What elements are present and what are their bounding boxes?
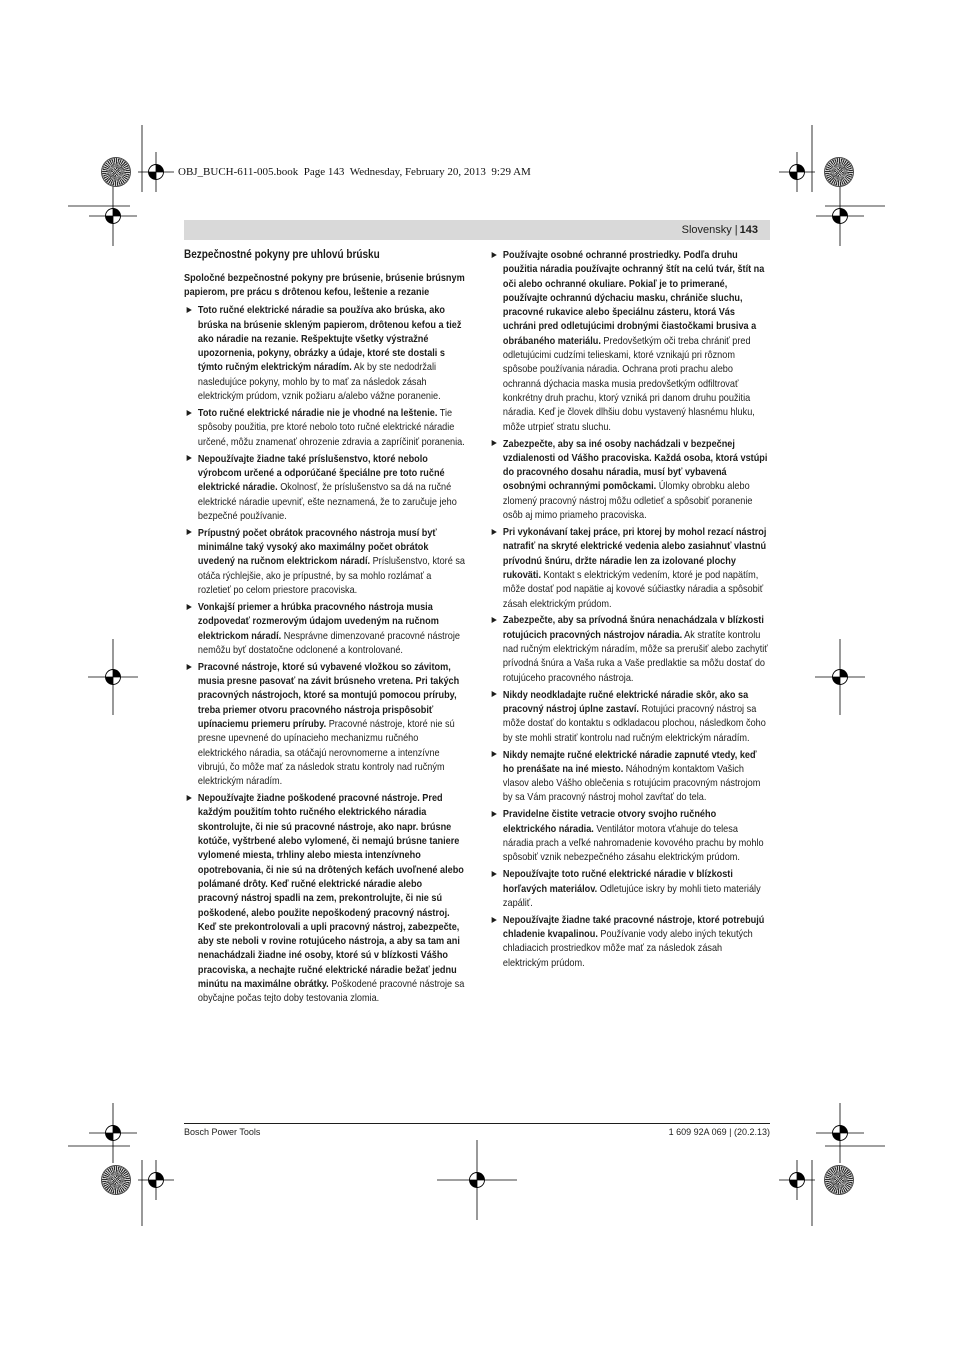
registration-mark-icon <box>88 639 138 715</box>
instruction-detail: Ventilátor motora vťahuje do telesa náradia prach a veľké nahromadenie kovového prachu by mohlo spôsobiť vznik nebezpečného zásahu elektrickým prúdom. <box>502 822 764 864</box>
page-header <box>184 220 770 240</box>
instruction-emphasis: Toto ručné elektrické náradie nie je vhodné na leštenie. <box>197 407 438 420</box>
instruction-text <box>503 807 770 864</box>
safety-instruction <box>184 526 465 597</box>
footer-document-id: 1 609 92A 069 | (20.2.13) <box>668 1127 770 1137</box>
instruction-text <box>198 303 465 403</box>
instruction-detail: Nesprávne dimenzované pracovné nástroje nemôžu byť dostatočne odclonené a kontrolované. <box>197 629 460 656</box>
safety-instruction <box>489 437 770 523</box>
header-language: Slovensky <box>681 224 732 236</box>
instruction-detail: Poškodené pracovné nástroje sa obyčajne počas tejto doby testovania zlomia. <box>197 978 465 1005</box>
bullet-triangle-icon <box>187 410 192 416</box>
instruction-emphasis: Pravidelne čistite vetracie otvory svojho ručného elektrického náradia. <box>502 808 717 835</box>
instruction-text <box>198 660 465 789</box>
right-column <box>489 248 770 973</box>
color-target-star-icon <box>825 1166 853 1194</box>
registration-mark-icon <box>138 1160 174 1200</box>
registration-mark-icon <box>779 152 815 192</box>
section-title: Bezpečnostné pokyny pre uhlovú brúsku <box>184 249 380 261</box>
footer-rule <box>184 1123 770 1124</box>
print-slug: OBJ_BUCH-611-005.book Page 143 Wednesday, February 20, 2013 9:29 AM <box>178 166 531 178</box>
safety-instruction <box>184 791 465 1005</box>
instruction-text <box>503 688 770 745</box>
instruction-detail: Rotujúci pracovný nástroj sa môže dostať do kontaktu s odkladacou plochou, následkom čoho by ste mohli stratiť kontrolu nad ručným elektrickým náradím. <box>502 702 766 744</box>
registration-mark-icon <box>815 639 865 715</box>
bullet-triangle-icon <box>492 529 497 535</box>
registration-fill <box>149 165 164 180</box>
registration-fill <box>790 1173 805 1188</box>
instruction-detail: Ak by ste nedodržali nasledujúce pokyny, mohlo by to mať za následok zásah elektrickým prúdom, vznik požiaru a/alebo vážne poranenie. <box>197 361 441 403</box>
instruction-text <box>198 791 465 1005</box>
instruction-detail: Pracovné nástroje, ktoré nie sú presne upevnené do upínacieho mechanizmu ručného elektrického náradia, sa otáčajú nerovnomerne a intenzívne vibrujú, čo môže mať za následok stratu kontroly nad ručným elektrickým náradím. <box>197 718 455 788</box>
instruction-detail: Odletujúce iskry by mohli tieto materiály zapáliť. <box>502 882 761 909</box>
registration-circle <box>790 1173 805 1188</box>
instruction-detail: Predovšetkým oči treba chrániť pred odletujúcimi cudzími telieskami, ktoré vznikajú pri rôznom spôsobe používania náradia. Ochrana proti prachu alebo ochranná dýchacia maska musia predovšetkým odfiltrovať konkrétny druh prachu, ktorý vzniká pri danom druhu použitia náradia. Keď je človek dlhšiu dobu vystavený hlasnému hluku, môže utrpieť stratu sluchu. <box>502 334 755 433</box>
section-intro: Spoločné bezpečnostné pokyny pre brúsenie, brúsenie brúsnym papierom, pre prácu s drôtenou kefou, leštenie a rezanie <box>184 271 465 299</box>
instruction-emphasis: Nepoužívajte žiadne poškodené pracovné nástroje. Pred každým použitím tohto ručného elektrického náradia skontrolujte, či nie sú pracovné nástroje, ako napr. brúsne kotúče, vyštrbené alebo vylomené, či nemajú brúsne taniere vylomené miesta, trhliny alebo miesta intenzívneho opotrebovania, či nie sú na drôtených kefách uvoľnené alebo polámané drôty. Keď ručné elektrické náradie alebo pracovný nástroj spadli na zem, prekontrolujte, či nie sú poškodené, alebo použite nepoškodený pracovný nástroj. Keď ste prekontrolovali a upli pracovný nástroj, zabezpečte, aby ste neboli v rovine rotujúceho nástroja, a aby sa tam ani nenachádzali žiadne iné osoby, ktoré sú v blízkosti Vášho pracoviska, a nechajte ručné elektrické náradie bežať jednu minútu na maximálne obrátky. <box>197 792 464 991</box>
instruction-text <box>503 525 770 611</box>
color-target-star-icon <box>825 158 853 186</box>
registration-fill <box>106 209 121 224</box>
instruction-emphasis: Pri vykonávaní takej práce, pri ktorej by mohol rezací nástroj natrafiť na skryté elektrické vedenia alebo zasiahnuť vlastnú prívodnú šnúru, držte náradie len za izolované plochy rukoväti. <box>502 526 767 581</box>
bullet-triangle-icon <box>492 252 497 258</box>
registration-mark-icon <box>138 152 174 192</box>
registration-circle <box>149 165 164 180</box>
instruction-emphasis: Nepoužívajte toto ručné elektrické náradie v blízkosti horľavých materiálov. <box>502 868 733 895</box>
registration-mark-icon <box>816 1103 864 1163</box>
instruction-text <box>503 248 770 434</box>
instruction-detail: Tie spôsoby použitia, pre ktoré nebolo toto ručné elektrické náradie určené, môžu znamenať ohrozenie zdravia a zapríčiniť poranenia. <box>197 407 465 448</box>
safety-instruction <box>489 807 770 864</box>
color-target-star-icon <box>102 158 130 186</box>
registration-circle <box>149 1173 164 1188</box>
instruction-text <box>503 867 770 910</box>
bullet-triangle-icon <box>492 617 497 623</box>
instruction-detail: Náhodným kontaktom Vašich vlasov alebo Vášho oblečenia s rotujúcim pracovným nástrojom by sa Vám pracovný nástroj mohol zavŕtať do tela. <box>502 762 761 804</box>
bullet-triangle-icon <box>187 664 192 670</box>
registration-circle <box>833 670 848 685</box>
bullet-triangle-icon <box>187 455 192 461</box>
bullet-triangle-icon <box>187 307 192 313</box>
safety-instruction <box>184 660 465 789</box>
safety-instruction <box>184 600 465 657</box>
bullet-triangle-icon <box>492 691 497 697</box>
instruction-emphasis: Nepoužívajte žiadne také pracovné nástroje, ktoré potrebujú chladenie kvapalinou. <box>502 913 765 941</box>
instruction-emphasis: Zabezpečte, aby sa prívodná šnúra nenachádzala v blízkosti rotujúcich pracovných nástrojov náradia. <box>502 614 764 641</box>
registration-mark-icon <box>89 186 137 246</box>
instruction-detail: Ak stratíte kontrolu nad ručným elektrickým náradím, môže sa prerušiť alebo zachytiť prívodná šnúra a Vaša ruka a Vaše predlaktie sa môžu dostať do rotujúceho pracovného nástroja. <box>502 628 768 684</box>
instruction-detail: Príslušenstvo, ktoré sa otáča rýchlejšie, ako je prípustné, by sa mohlo rozlámať a rozletieť po celom priestore pracoviska. <box>197 555 465 596</box>
registration-mark-icon <box>816 186 864 246</box>
instruction-text <box>198 452 465 523</box>
header-separator: | <box>734 224 738 236</box>
instruction-emphasis: Nikdy neodkladajte ručné elektrické náradie skôr, ako sa pracovný nástroj úplne zastaví. <box>502 688 749 715</box>
bullet-triangle-icon <box>187 604 192 610</box>
safety-instruction <box>489 688 770 745</box>
instruction-detail: Okolnosť, že príslušenstvo sa dá na ručné elektrické náradie upevniť, ešte neznamená, že to zaručuje jeho bezpečné používanie. <box>197 481 457 522</box>
registration-fill <box>149 1173 164 1188</box>
safety-instruction <box>184 452 465 523</box>
registration-mark-icon <box>779 1160 815 1200</box>
instruction-emphasis: Vonkajší priemer a hrúbka pracovného nástroja musia zodpovedať rozmerovým údajom uvedeným na ručnom elektrickom náradí. <box>197 600 439 642</box>
instruction-detail: Používanie vody alebo iných tekutých chladiacich prostriedkov môže mať za následok zásah elektrickým prúdom. <box>502 928 753 969</box>
registration-circle <box>470 1173 485 1188</box>
page-number: 143 <box>739 224 758 236</box>
registration-circle <box>106 670 121 685</box>
instruction-emphasis: Nepoužívajte žiadne také príslušenstvo, ktoré nebolo výrobcom určené a odporúčané špeciálne pre toto ručné elektrické náradie. <box>197 452 445 494</box>
instruction-text <box>198 406 465 449</box>
registration-circle <box>790 165 805 180</box>
instruction-text <box>503 613 770 684</box>
bullet-triangle-icon <box>492 811 497 817</box>
instruction-emphasis: Nikdy nemajte ručné elektrické náradie zapnuté vtedy, keď ho prenášate na iné miesto. <box>502 748 757 775</box>
instruction-text <box>503 437 770 523</box>
registration-fill <box>833 1126 848 1141</box>
registration-circle <box>106 209 121 224</box>
safety-instruction <box>489 613 770 684</box>
instruction-text <box>198 600 465 657</box>
instruction-text <box>503 748 770 805</box>
instruction-emphasis: Pracovné nástroje, ktoré sú vybavené vložkou so závitom, musia presne pasovať na závit brúsneho vretena. Pri takých pracovných nástrojoch, ktoré sa montujú pomocou príruby, treba priemer otvoru pracovného nástroja prispôsobiť upínaciemu priemeru príruby. <box>197 660 460 731</box>
safety-instruction <box>489 248 770 434</box>
registration-fill <box>833 209 848 224</box>
registration-mark-icon <box>89 1103 137 1163</box>
instruction-emphasis: Toto ručné elektrické náradie sa používa ako brúska, ako brúska na brúsenie skleným papierom, drôtenou kefou a tiež ako náradie na rezanie. Rešpektujte všetky výstražné upozornenia, pokyny, obrázky a údaje, ktoré ste dostali s týmto ručným elektrickým náradím. <box>197 304 462 374</box>
instruction-detail: Úlomky obrobku alebo zlomený pracovný nástroj môžu odletieť a spôsobiť poranenie osôb aj mimo priameho pracoviska. <box>502 480 753 522</box>
bullet-triangle-icon <box>492 751 497 757</box>
registration-mark-icon <box>437 1140 517 1220</box>
instruction-emphasis: Zabezpečte, aby sa iné osoby nachádzali v bezpečnej vzdialenosti od Vášho pracoviska. Každá osoba, ktorá vstúpi do pracovného dosahu náradia, musí byť vybavená osobnými ochrannými pomôckami. <box>502 437 768 493</box>
safety-instruction <box>184 406 465 449</box>
safety-instruction <box>489 748 770 805</box>
instruction-emphasis: Prípustný počet obrátok pracovného nástroja musí byť minimálne taký vysoký ako maximálny počet obrátok uvedený na ručnom elektrickom náradí. <box>197 526 437 568</box>
registration-fill <box>833 670 848 685</box>
instruction-text <box>198 526 465 597</box>
registration-fill <box>790 165 805 180</box>
instruction-text <box>503 913 770 970</box>
instruction-detail: Kontakt s elektrickým vedením, ktoré je pod napätím, môže dostať pod napätie aj kovové súčiastky náradia a spôsobiť zásah elektrickým prúdom. <box>502 568 764 610</box>
bullet-triangle-icon <box>187 529 192 535</box>
safety-instruction <box>489 867 770 910</box>
left-column <box>184 248 465 1008</box>
registration-fill <box>470 1173 485 1188</box>
safety-instruction <box>489 913 770 970</box>
instruction-emphasis: Používajte osobné ochranné prostriedky. Podľa druhu použitia náradia používajte ochranný štít na celú tvár, štít na oči alebo ochranné okuliare. Pokiaľ je to primerané, používajte ochrannú dýchaciu masku, chrániče sluchu, pracovné rukavice alebo špeciálnu zásteru, ktorá Vás uchráni pred odletujúcimi drobnými čiastočkami brusiva a obrábaného materiálu. <box>502 249 765 347</box>
footer-brand: Bosch Power Tools <box>184 1127 261 1137</box>
registration-fill <box>106 670 121 685</box>
bullet-triangle-icon <box>492 440 497 446</box>
safety-instruction <box>184 303 465 403</box>
registration-fill <box>106 1126 121 1141</box>
bullet-triangle-icon <box>187 795 192 801</box>
color-target-star-icon <box>102 1166 130 1194</box>
registration-circle <box>833 209 848 224</box>
safety-instruction <box>489 525 770 611</box>
bullet-triangle-icon <box>492 871 497 877</box>
header-label <box>682 223 758 237</box>
registration-circle <box>106 1126 121 1141</box>
bullet-triangle-icon <box>492 917 497 923</box>
registration-circle <box>833 1126 848 1141</box>
